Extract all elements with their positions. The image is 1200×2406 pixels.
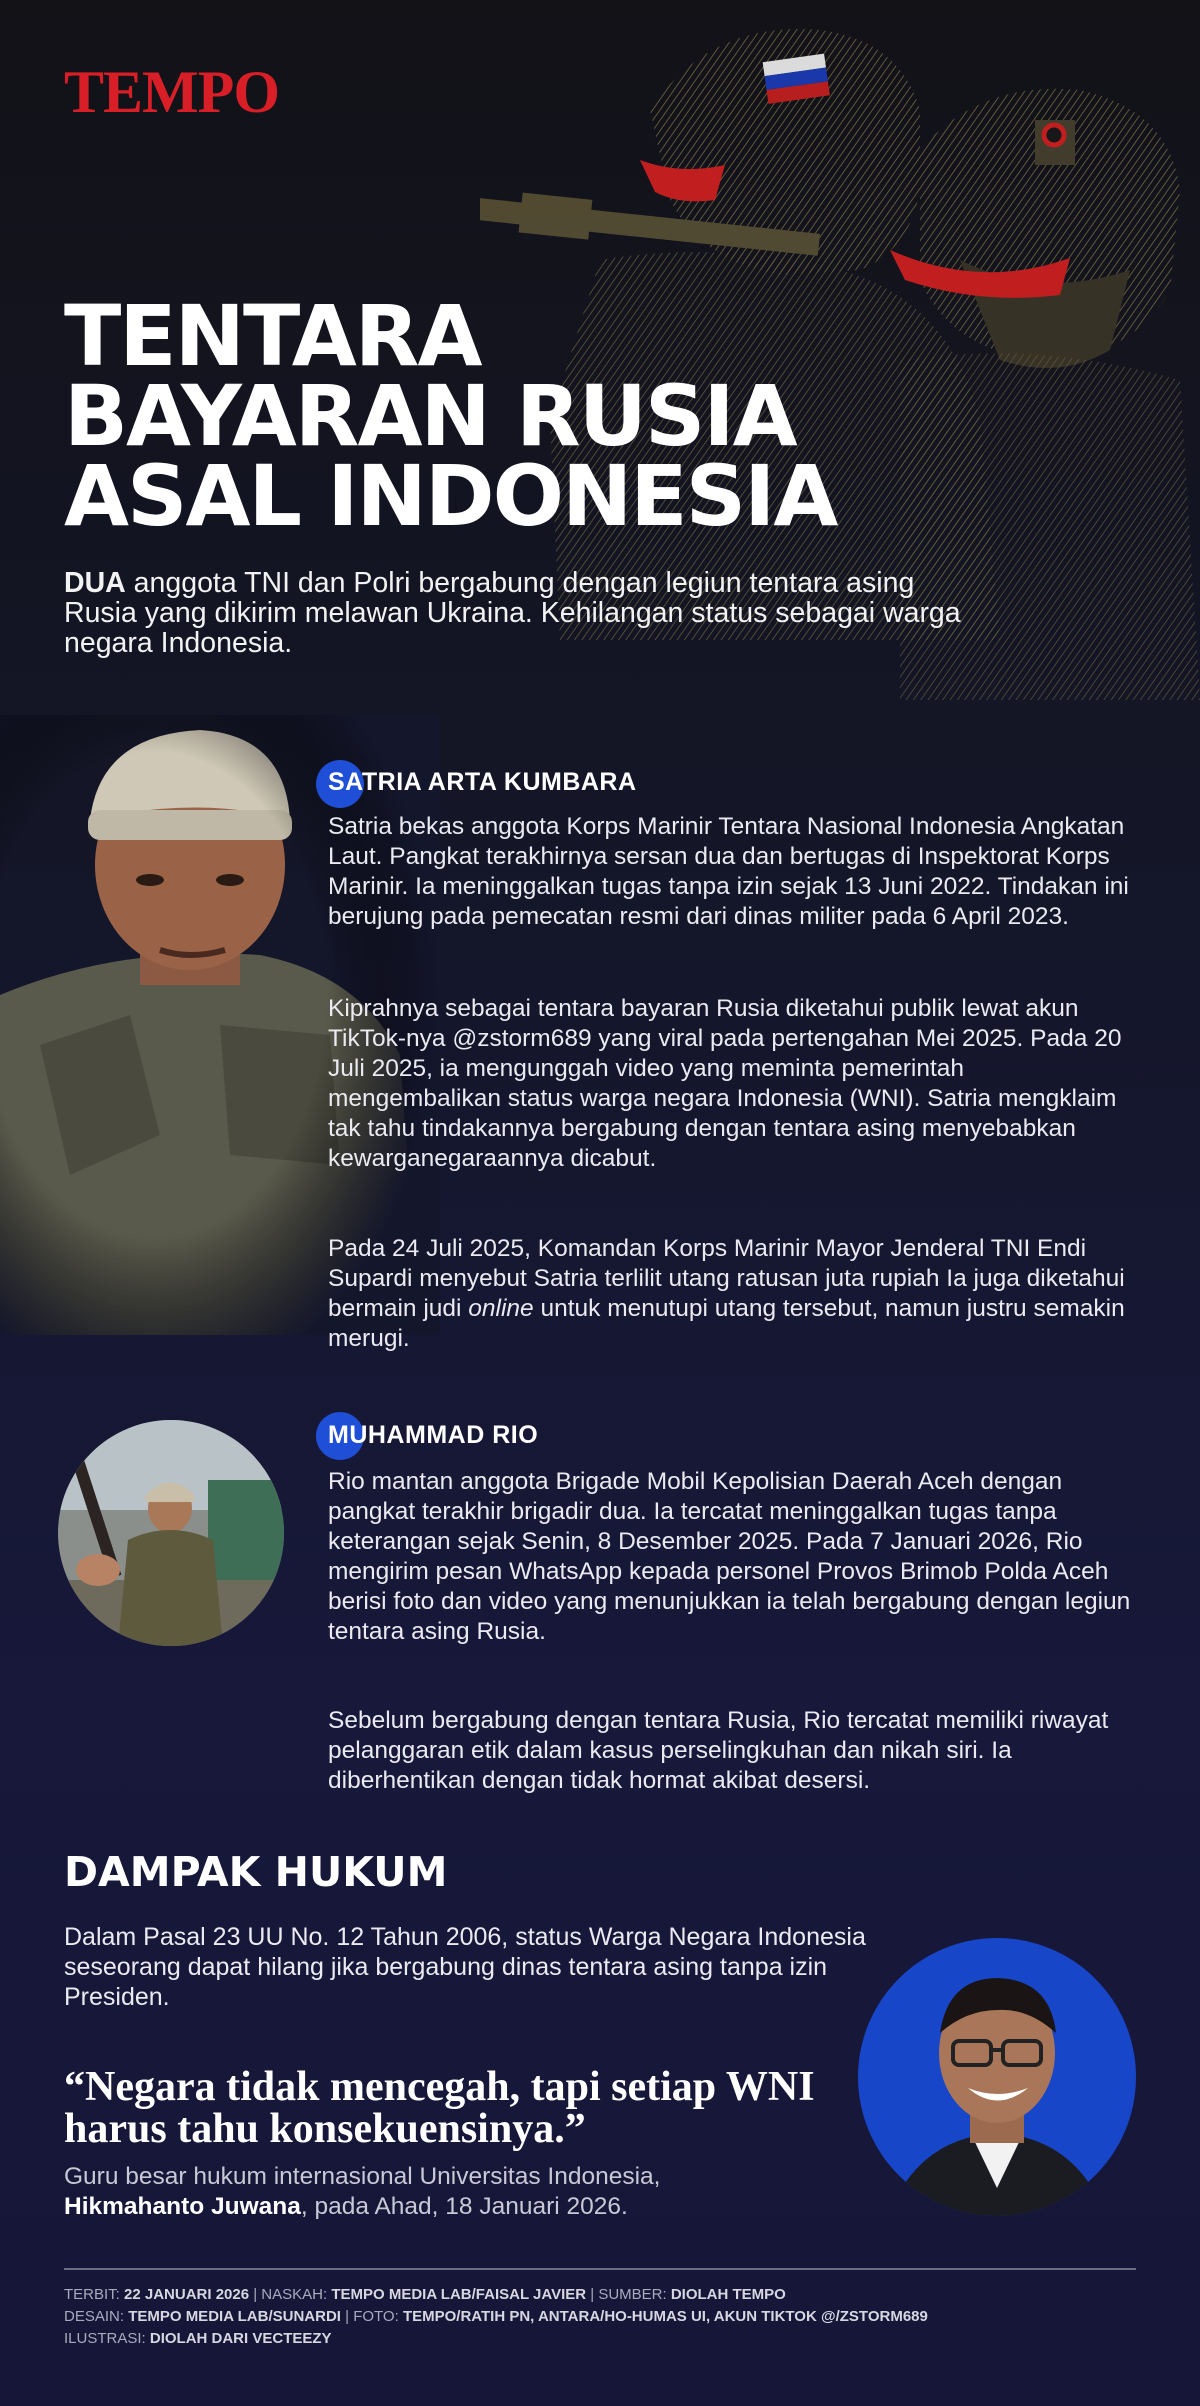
credit-value: TEMPO MEDIA LAB/SUNARDI	[128, 2308, 341, 2325]
credits-line-3	[64, 2328, 1144, 2350]
satria-paragraph-3-b: untuk menutupi utang tersebut, namun justru semakin merugi.	[328, 1295, 1125, 1352]
attribution-prefix: Guru besar hukum internasional Universitas Indonesia,	[64, 2163, 661, 2190]
rio-paragraph-2: Sebelum bergabung dengan tentara Rusia, Rio tercatat memiliki riwayat pelanggaran etik dalam kasus perselingkuhan dan nikah siri. Ia diberhentikan dengan tidak hormat akibat desersi.	[328, 1707, 1109, 1794]
credit-label: | NASKAH:	[249, 2286, 332, 2303]
credit-value: DIOLAH TEMPO	[670, 2286, 786, 2303]
page-title	[64, 287, 837, 545]
title-line-3: ASAL INDONESIA	[64, 447, 837, 545]
lede	[64, 568, 964, 658]
lede-lead: DUA	[64, 567, 126, 599]
profile-name-satria: SATRIA ARTA KUMBARA	[328, 768, 637, 796]
title-line-2: BAYARAN RUSIA	[64, 367, 796, 465]
title-line-1: TENTARA	[64, 287, 481, 385]
credit-label: | SUMBER:	[586, 2286, 671, 2303]
dampak-hukum-text: Dalam Pasal 23 UU No. 12 Tahun 2006, status Warga Negara Indonesia seseorang dapat hilang jika bergabung dinas tentara asing tanpa izin Presiden.	[64, 1923, 866, 2011]
expert-name: Hikmahanto Juwana	[64, 2193, 301, 2220]
satria-paragraph-3	[328, 1234, 1138, 1354]
rio-paragraph-1: Rio mantan anggota Brigade Mobil Kepolisian Daerah Aceh dengan pangkat terakhir brigadir dua. Ia tercatat meninggalkan tugas tanpa keterangan sejak Senin, 8 Desember 2025. Pada 7 Januari 2026, Rio mengirim pesan WhatsApp kepada personel Provos Brimob Polda Aceh berisi foto dan video yang menunjukkan ia telah bergabung dengan legiun tentara asing Rusia.	[328, 1468, 1131, 1645]
credit-value: DIOLAH DARI VECTEEZY	[149, 2330, 332, 2347]
credit-value: TEMPO MEDIA LAB/FAISAL JAVIER	[331, 2286, 587, 2303]
credits-line-2	[64, 2306, 1144, 2328]
attribution-suffix: , pada Ahad, 18 Januari 2026.	[300, 2193, 628, 2220]
section-heading-dampak-hukum: DAMPAK HUKUM	[64, 1848, 448, 1896]
credit-label: ILUSTRASI:	[64, 2330, 150, 2347]
lede-text: anggota TNI dan Polri bergabung dengan legiun tentara asing Rusia yang dikirim melawan Ukraina. Kehilangan status sebagai warga negara Indonesia.	[64, 567, 961, 659]
satria-paragraph-1: Satria bekas anggota Korps Marinir Tentara Nasional Indonesia Angkatan Laut. Pangkat terakhirnya sersan dua dan bertugas di Inspektorat Korps Marinir. Ia meninggalkan tugas tanpa izin sejak 13 Juni 2022. Tindakan ini berujung pada pemecatan resmi dari dinas militer pada 6 April 2023.	[328, 813, 1129, 930]
satria-paragraph-3-italic: online	[468, 1295, 534, 1322]
credit-label: TERBIT:	[64, 2286, 125, 2303]
credit-value: TEMPO/RATIH PN, ANTARA/HO-HUMAS UI, AKUN TIKTOK @/ZSTORM689	[402, 2308, 928, 2325]
pull-quote: “Negara tidak mencegah, tapi setiap WNI harus tahu konsekuensinya.”	[64, 2064, 815, 2152]
profile-name-rio: MUHAMMAD RIO	[328, 1421, 539, 1449]
credits-line-1	[64, 2284, 1144, 2306]
expert-photo	[858, 1938, 1136, 2216]
footer-divider	[64, 2268, 1136, 2270]
credit-label: | FOTO:	[340, 2308, 403, 2325]
rio-photo	[58, 1420, 284, 1646]
quote-attribution	[64, 2162, 884, 2222]
satria-paragraph-3-a: Pada 24 Juli 2025, Komandan Korps Marinir Mayor Jenderal TNI Endi Supardi menyebut Satria terlilit utang ratusan juta rupiah Ia juga diketahui bermain judi	[328, 1235, 1125, 1322]
tempo-logo: TEMPO	[64, 59, 279, 125]
credit-value: 22 JANUARI 2026	[124, 2286, 250, 2303]
satria-paragraph-2: Kiprahnya sebagai tentara bayaran Rusia diketahui publik lewat akun TikTok-nya @zstorm689 yang viral pada pertengahan Mei 2025. Pada 20 Juli 2025, ia mengunggah video yang meminta pemerintah mengembalikan status warga negara Indonesia (WNI). Satria mengklaim tak tahu tindakannya bergabung dengan tentara asing menyebabkan kewarganegaraannya dicabut.	[328, 995, 1122, 1172]
credit-label: DESAIN:	[64, 2308, 129, 2325]
